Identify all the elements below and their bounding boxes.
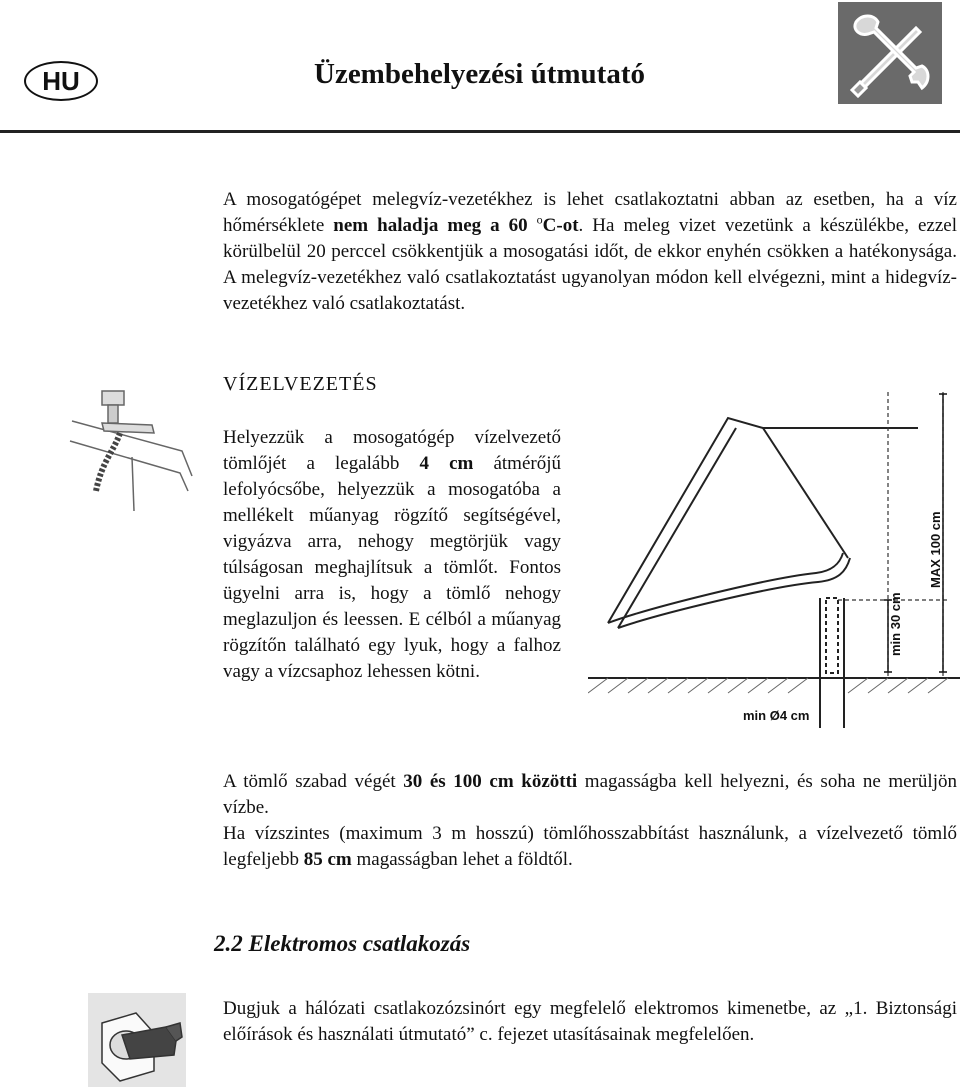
degree-mark: o xyxy=(536,212,543,227)
extension-text: Ha vízszintes (maximum 3 m hosszú) tömlőhosszabbítást használunk, a vízelvezető tömlő legfeljebb xyxy=(223,823,957,870)
language-badge xyxy=(24,61,98,101)
wrench-screwdriver-icon xyxy=(838,2,942,104)
header-divider xyxy=(0,130,960,133)
min-height-label: min 30 cm xyxy=(888,592,903,656)
max-height-label: MAX 100 cm xyxy=(928,511,943,588)
section-heading-electric: 2.2 Elektromos csatlakozás xyxy=(214,931,471,956)
drain-text-rest: átmérőjű lefolyócsőbe, helyezzük a mosogatóba a mellékelt műanyag rögzítő segítségével, vigyázva arra, nehogy megtörjük vagy túlságosan meghajlítsuk a tömlőt. Fontos ügyelni arra is, hogy a tömlő nehogy meglazuljon és leessen. E célból a műanyag rögzítőn található egy lyuk, hogy a falhoz vagy a vízcsaphoz lehessen kötni. xyxy=(223,453,562,682)
drain-height-paragraph xyxy=(223,769,957,873)
drain-bold-diameter: 4 cm xyxy=(419,453,474,474)
section-heading-drain: VÍZELVEZETÉS xyxy=(223,373,378,395)
diameter-label: min Ø4 cm xyxy=(743,708,810,723)
intro-text: A mosogatógépet melegvíz-vezetékhez is lehet csatlakoztatni abban az esetben, ha a víz hőmérséklete xyxy=(223,189,957,236)
height-text-rest: magasságba kell helyezni, és soha ne merüljön vízbe. xyxy=(223,771,957,818)
drain-paragraph xyxy=(223,425,561,685)
extension-bold-limit: 85 cm xyxy=(303,849,352,870)
electric-text: Dugjuk a hálózati csatlakozózsinórt egy megfelelő elektromos kimenetbe, az „1. Biztonsági előírások és használati útmutató” c. fejezet utasításainak megfelelően. xyxy=(223,998,957,1045)
drain-text: Helyezzük a mosogatógép vízelvezető tömlőjét a legalább xyxy=(223,427,561,474)
intro-text-rest: . Ha meleg vizet vezetünk a készülékbe, ezzel körülbelül 20 perccel csökkentjük a mosogatási időt, de ekkor enyhén csökken a hatékonysága. A melegvíz-vezetékhez való csatlakoztatást ugyanolyan módon kell elvégezni, mint a hidegvíz-vezetékhez való csatlakoztatást. xyxy=(223,215,958,314)
height-bold-range: 30 és 100 cm közötti xyxy=(403,771,578,792)
tap-hose-illustration xyxy=(62,381,194,513)
hot-water-paragraph xyxy=(223,187,957,317)
intro-bold-limit: nem haladja meg a 60 xyxy=(333,215,537,236)
electric-paragraph xyxy=(223,996,957,1048)
intro-bold-unit: C-ot xyxy=(542,215,579,236)
language-code: HU xyxy=(42,65,80,96)
extension-text-rest: magasságban lehet a földtől. xyxy=(351,849,573,870)
height-text: A tömlő szabad végét xyxy=(223,771,404,792)
page-title: Üzembehelyezési útmutató xyxy=(314,58,645,90)
drain-hose-diagram xyxy=(588,388,960,733)
plug-socket-icon xyxy=(88,993,186,1087)
